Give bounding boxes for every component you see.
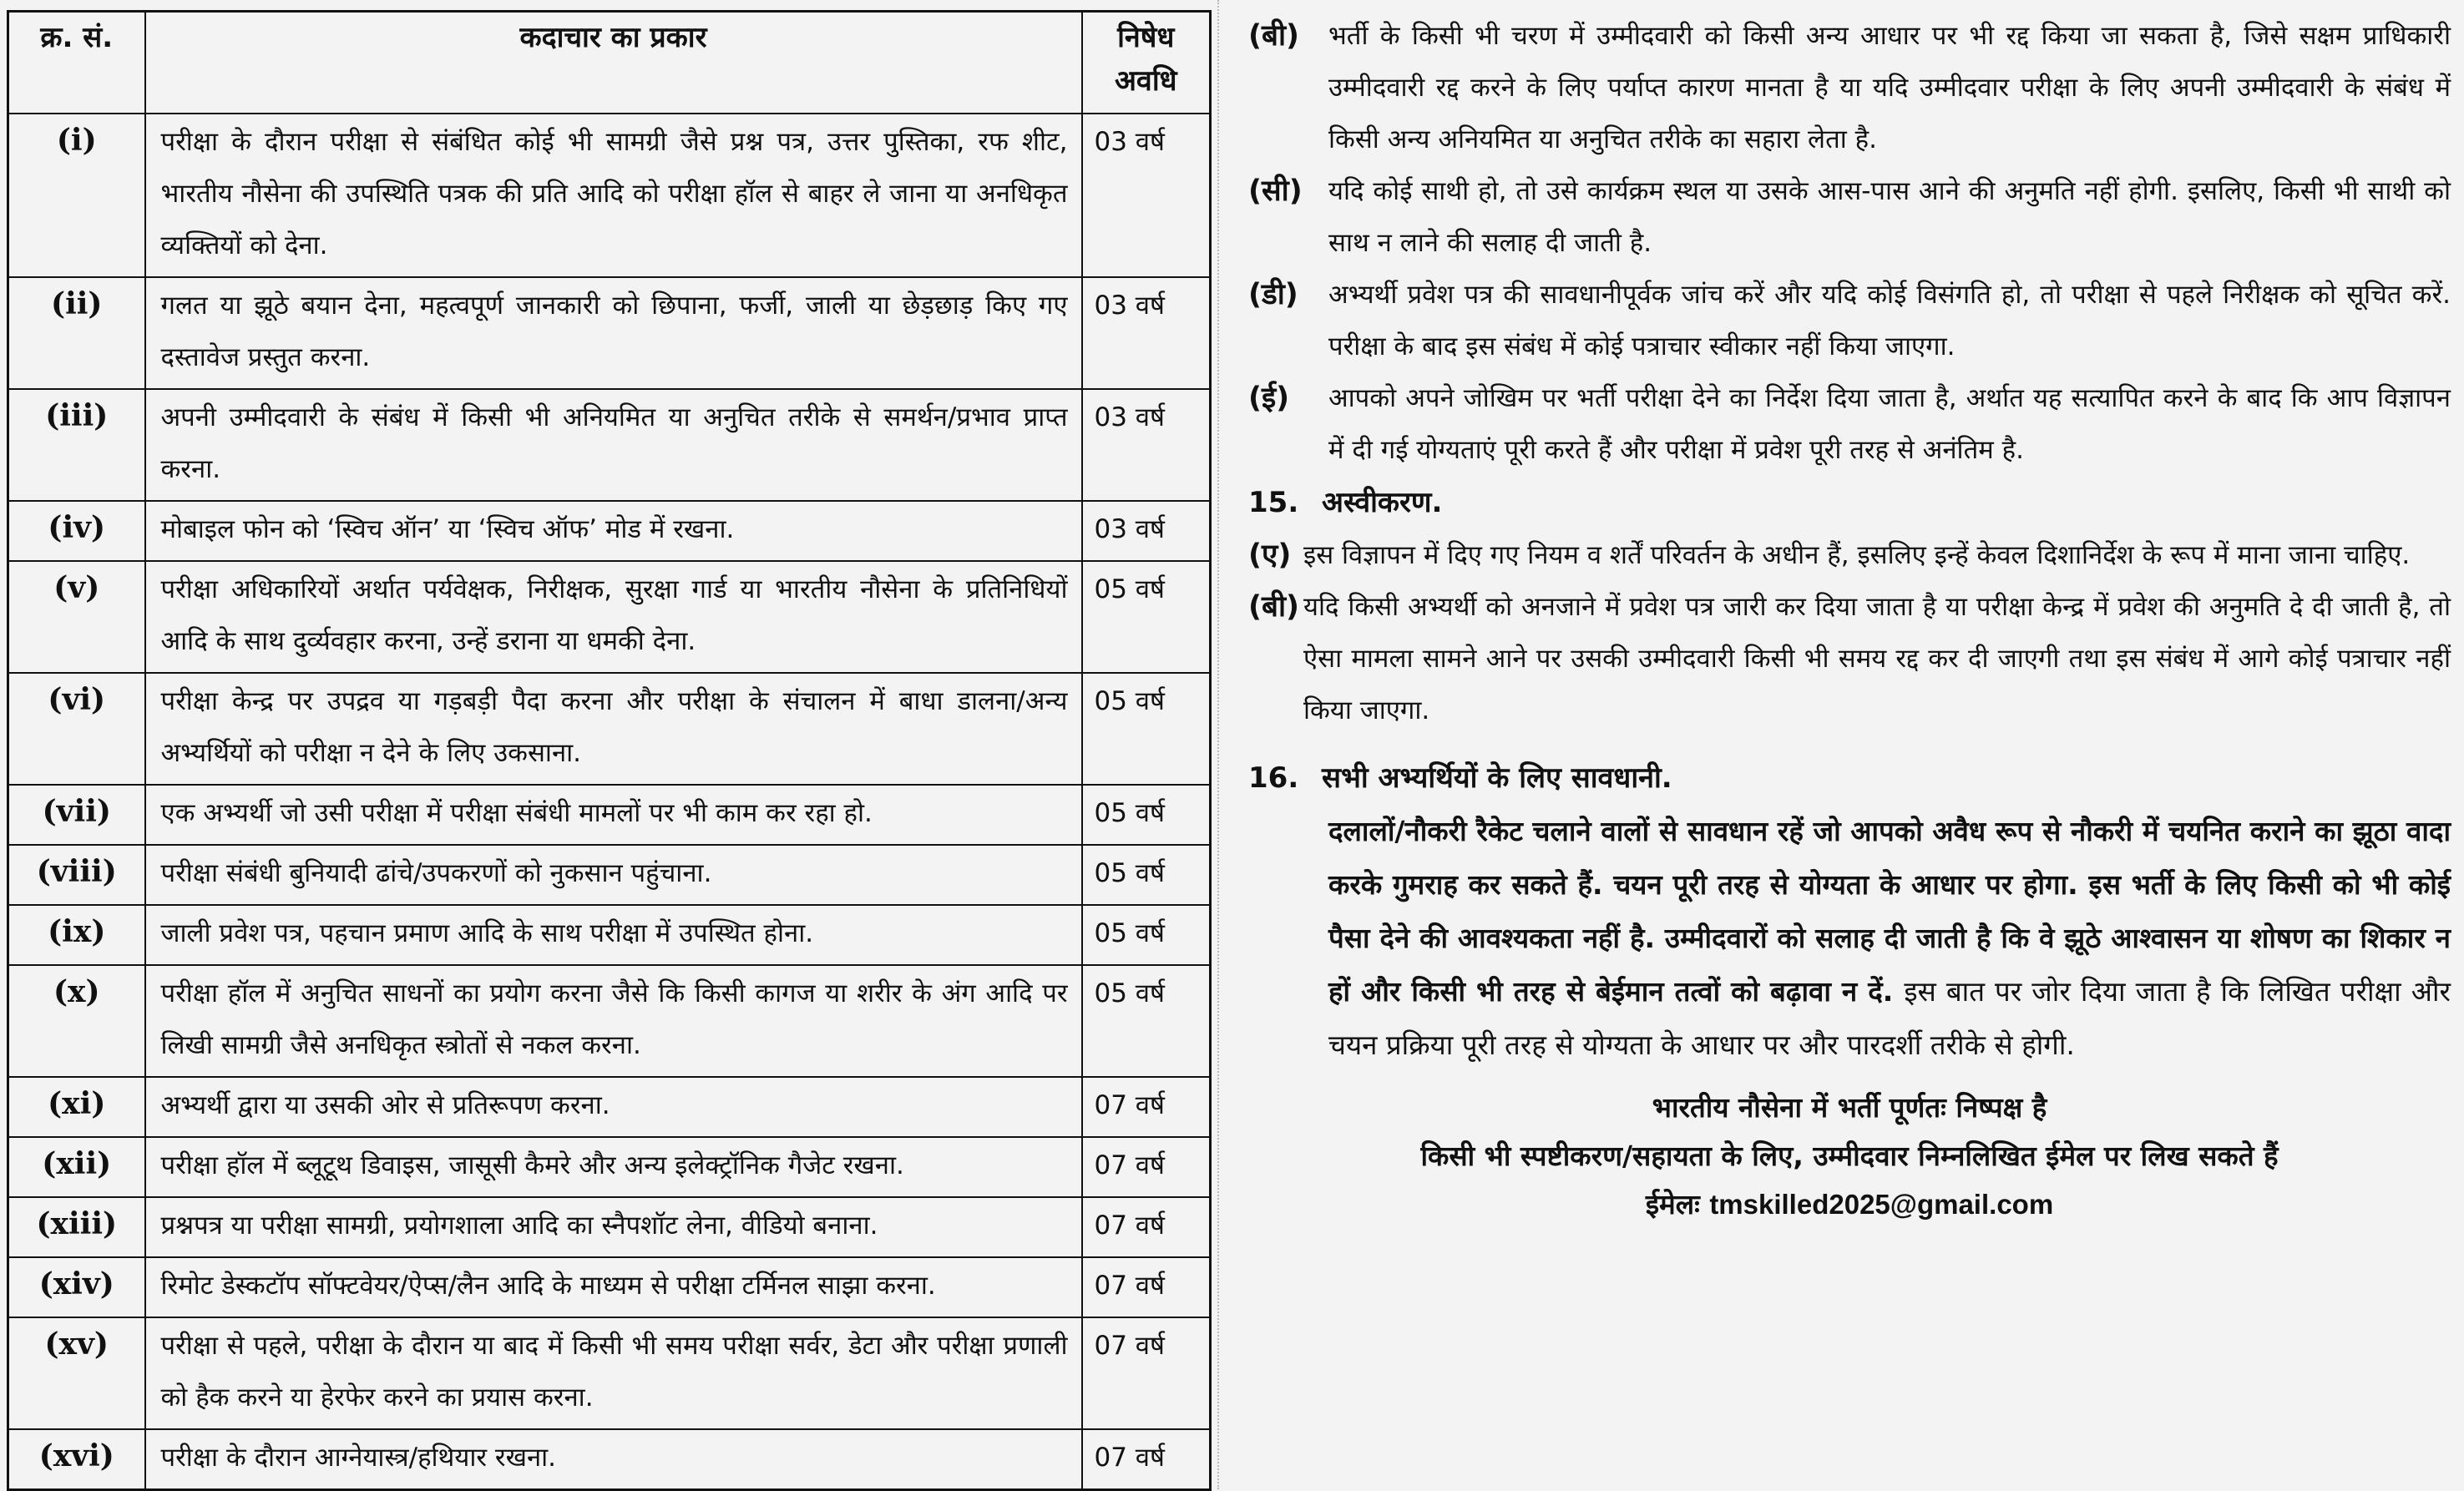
table-row	[8, 1317, 1211, 1429]
item-text: यदि कोई साथी हो, तो उसे कार्यक्रम स्थल या उसके आस-पास आने की अनुमति नहीं होगी. इसलिए, किसी भी साथी को साथ न लाने की सलाह दी जाती है.	[1328, 176, 2451, 258]
row-duration: 07 वर्ष	[1082, 1317, 1211, 1429]
row-misconduct-text: परीक्षा से पहले, परीक्षा के दौरान या बाद में किसी भी समय परीक्षा सर्वर, डेटा और परीक्षा प्रणाली को हैक करने या हेरफेर करने का प्रयास करना.	[145, 1317, 1082, 1429]
row-misconduct-text: परीक्षा केन्द्र पर उपद्रव या गड़बड़ी पैदा करना और परीक्षा के संचालन में बाधा डालना/अन्य अभ्यर्थियों को परीक्षा न देने के लिए उकसाना.	[145, 673, 1082, 785]
table-row	[8, 501, 1211, 561]
table-row	[8, 1197, 1211, 1257]
section-16-normal-text: इस बात पर जोर दिया जाता है कि लिखित परीक्षा और चयन प्रक्रिया पूरी तरह से योग्यता के आधार पर और पारदर्शी तरीके से होगी.	[1328, 975, 2451, 1061]
item-text: इस विज्ञापन में दिए गए नियम व शर्तें परिवर्तन के अधीन हैं, इसलिए इन्हें केवल दिशानिर्देश के रूप में माना जाना चाहिए.	[1303, 540, 2411, 570]
row-duration: 05 वर्ष	[1082, 673, 1211, 785]
table-row	[8, 673, 1211, 785]
row-sno: (x)	[8, 965, 145, 1077]
misconduct-table	[7, 10, 1212, 1491]
footer-email-line	[1248, 1180, 2451, 1229]
row-sno: (ii)	[8, 277, 145, 389]
row-misconduct-text: परीक्षा के दौरान परीक्षा से संबंधित कोई भी सामग्री जैसे प्रश्न पत्र, उत्तर पुस्तिका, रफ शीट, भारतीय नौसेना की उपस्थिति पत्रक की प्रति आदि को परीक्षा हॉल से बाहर ले जाना या अनधिकृत व्यक्तियों को देना.	[145, 114, 1082, 277]
header-sno: क्र. सं.	[8, 12, 145, 114]
section-16-heading	[1248, 751, 2451, 805]
misconduct-table-container	[7, 10, 1209, 1491]
section-16-number: 16.	[1248, 761, 1299, 795]
row-sno: (iii)	[8, 389, 145, 501]
email-label: ईमेलः	[1645, 1188, 1700, 1221]
table-row	[8, 114, 1211, 277]
row-duration: 05 वर्ष	[1082, 785, 1211, 845]
row-misconduct-text: अपनी उम्मीदवारी के संबंध में किसी भी अनियमित या अनुचित तरीके से समर्थन/प्रभाव प्राप्त करना.	[145, 389, 1082, 501]
row-sno: (ix)	[8, 905, 145, 965]
row-misconduct-text: प्रश्नपत्र या परीक्षा सामग्री, प्रयोगशाला आदि का स्नैपशॉट लेना, वीडियो बनाना.	[145, 1197, 1082, 1257]
row-misconduct-text: अभ्यर्थी द्वारा या उसकी ओर से प्रतिरूपण करना.	[145, 1077, 1082, 1137]
table-header-row	[8, 12, 1211, 114]
section-16-title: सभी अभ्यर्थियों के लिए सावधानी.	[1322, 761, 1672, 795]
row-misconduct-text: गलत या झूठे बयान देना, महत्वपूर्ण जानकारी को छिपाना, फर्जी, जाली या छेड़छाड़ किए गए दस्तावेज प्रस्तुत करना.	[145, 277, 1082, 389]
row-misconduct-text: परीक्षा हॉल में ब्लूटूथ डिवाइस, जासूसी कैमरे और अन्य इलेक्ट्रॉनिक गैजेट रखना.	[145, 1137, 1082, 1197]
row-misconduct-text: जाली प्रवेश पत्र, पहचान प्रमाण आदि के साथ परीक्षा में उपस्थित होना.	[145, 905, 1082, 965]
row-duration: 07 वर्ष	[1082, 1257, 1211, 1317]
column-divider	[1217, 0, 1219, 1489]
row-misconduct-text: परीक्षा संबंधी बुनियादी ढांचे/उपकरणों को नुकसान पहुंचाना.	[145, 845, 1082, 905]
row-duration: 03 वर्ष	[1082, 114, 1211, 277]
row-duration: 07 वर्ष	[1082, 1429, 1211, 1490]
row-duration: 05 वर्ष	[1082, 561, 1211, 673]
row-misconduct-text: मोबाइल फोन को ‘स्विच ऑन’ या ‘स्विच ऑफ’ मोड में रखना.	[145, 501, 1082, 561]
row-sno: (xvi)	[8, 1429, 145, 1490]
row-sno: (i)	[8, 114, 145, 277]
row-misconduct-text: एक अभ्यर्थी जो उसी परीक्षा में परीक्षा संबंधी मामलों पर भी काम कर रहा हो.	[145, 785, 1082, 845]
row-sno: (xi)	[8, 1077, 145, 1137]
row-duration: 07 वर्ष	[1082, 1077, 1211, 1137]
footer	[1248, 1084, 2451, 1229]
item-text: भर्ती के किसी भी चरण में उम्मीदवारी को किसी अन्य आधार पर भी रद्द किया जा सकता है, जिसे सक्षम प्राधिकारी उम्मीदवारी रद्द करने के लिए पर्याप्त कारण मानता है या यदि उम्मीदवार परीक्षा के लिए अपनी उम्मीदवारी के संबंध में किसी अन्य अनियमित या अनुचित तरीके का सहारा लेता है.	[1328, 21, 2451, 154]
table-row	[8, 389, 1211, 501]
table-row	[8, 1257, 1211, 1317]
row-misconduct-text: परीक्षा हॉल में अनुचित साधनों का प्रयोग करना जैसे कि किसी कागज या शरीर के अंग आदि पर लिखी सामग्री जैसे अनधिकृत स्त्रोतों से नकल करना.	[145, 965, 1082, 1077]
row-sno: (xiv)	[8, 1257, 145, 1317]
footer-line-2: किसी भी स्पष्टीकरण/सहायता के लिए, उम्मीदवार निम्नलिखित ईमेल पर लिख सकते हैं	[1420, 1140, 2279, 1172]
table-row	[8, 785, 1211, 845]
row-duration: 03 वर्ष	[1082, 501, 1211, 561]
footer-line-1: भारतीय नौसेना में भर्ती पूर्णतः निष्पक्ष है	[1652, 1091, 2047, 1124]
row-misconduct-text: रिमोट डेस्कटॉप सॉफ्टवेयर/ऐप्स/लैन आदि के माध्यम से परीक्षा टर्मिनल साझा करना.	[145, 1257, 1082, 1317]
list-item	[1248, 165, 2451, 269]
list-item	[1248, 529, 2451, 581]
section-16-bold-text: दलालों/नौकरी रैकेट चलाने वालों से सावधान रहें जो आपको अवैध रूप से नौकरी में चयनित कराने का झूठा वादा करके गुमराह कर सकते हैं. चयन पूरी तरह से योग्यता के आधार पर होगा. इस भर्ती के लिए किसी को भी कोई पैसा देने की आवश्यकता नहीं है. उम्मीदवारों को सलाह दी जाती है कि वे झूठे आश्वासन या शोषण का शिकार न हों और किसी भी तरह से बेईमान तत्वों को बढ़ावा न दें.	[1328, 815, 2451, 1008]
item-text: अभ्यर्थी प्रवेश पत्र की सावधानीपूर्वक जांच करें और यदि कोई विसंगति हो, तो परीक्षा से पहले निरीक्षक को सूचित करें. परीक्षा के बाद इस संबंध में कोई पत्राचार स्वीकार नहीं किया जाएगा.	[1328, 280, 2451, 361]
row-duration: 07 वर्ष	[1082, 1197, 1211, 1257]
row-sno: (viii)	[8, 845, 145, 905]
table-row	[8, 1429, 1211, 1490]
section-15-title: अस्वीकरण.	[1322, 486, 1443, 519]
section-15-heading	[1248, 476, 2451, 529]
row-sno: (vii)	[8, 785, 145, 845]
row-sno: (xv)	[8, 1317, 145, 1429]
right-column	[1248, 10, 2451, 1229]
row-duration: 05 वर्ष	[1082, 845, 1211, 905]
table-row	[8, 845, 1211, 905]
item-label: (ए)	[1248, 538, 1292, 572]
item-text: यदि किसी अभ्यर्थी को अनजाने में प्रवेश पत्र जारी कर दिया जाता है या परीक्षा केन्द्र में प्रवेश की अनुमति दे दी जाती है, तो ऐसा मामला सामने आने पर उसकी उम्मीदवारी किसी भी समय रद्द कर दी जाएगी तथा इस संबंध में आगे कोई पत्राचार नहीं किया जाएगा.	[1303, 592, 2451, 725]
row-sno: (xiii)	[8, 1197, 145, 1257]
item-text: आपको अपने जोखिम पर भर्ती परीक्षा देने का निर्देश दिया जाता है, अर्थात यह सत्यापित करने के बाद कि आप विज्ञापन में दी गई योग्यताएं पूरी करते हैं और परीक्षा में प्रवेश पूरी तरह से अनंतिम है.	[1328, 383, 2451, 465]
table-row	[8, 1137, 1211, 1197]
header-misconduct-type: कदाचार का प्रकार	[145, 12, 1082, 114]
section-15-number: 15.	[1248, 486, 1299, 519]
item-label: (बी)	[1248, 19, 1300, 53]
list-item	[1248, 269, 2451, 372]
row-duration: 05 वर्ष	[1082, 965, 1211, 1077]
row-duration: 05 वर्ष	[1082, 905, 1211, 965]
list-item	[1248, 10, 2451, 165]
item-label: (सी)	[1248, 174, 1303, 208]
section-14-items	[1248, 10, 2451, 476]
table-row	[8, 561, 1211, 673]
item-label: (बी)	[1248, 590, 1300, 624]
section-15-items	[1248, 529, 2451, 736]
row-duration: 07 वर्ष	[1082, 1137, 1211, 1197]
item-label: (ई)	[1248, 382, 1290, 415]
table-row	[8, 277, 1211, 389]
section-16-text	[1328, 805, 2451, 1072]
list-item	[1248, 372, 2451, 476]
item-label: (डी)	[1248, 278, 1298, 311]
table-row	[8, 905, 1211, 965]
table-row	[8, 1077, 1211, 1137]
email-address[interactable]: tmskilled2025@gmail.com	[1709, 1189, 2054, 1220]
row-duration: 03 वर्ष	[1082, 277, 1211, 389]
row-sno: (iv)	[8, 501, 145, 561]
row-duration: 03 वर्ष	[1082, 389, 1211, 501]
row-sno: (xii)	[8, 1137, 145, 1197]
row-misconduct-text: परीक्षा अधिकारियों अर्थात पर्यवेक्षक, निरीक्षक, सुरक्षा गार्ड या भारतीय नौसेना के प्रतिनिधियों आदि के साथ दुर्व्यवहार करना, उन्हें डराना या धमकी देना.	[145, 561, 1082, 673]
row-sno: (vi)	[8, 673, 145, 785]
row-sno: (v)	[8, 561, 145, 673]
table-row	[8, 965, 1211, 1077]
row-misconduct-text: परीक्षा के दौरान आग्नेयास्त्र/हथियार रखना.	[145, 1429, 1082, 1490]
header-duration: निषेध अवधि	[1082, 12, 1211, 114]
list-item	[1248, 581, 2451, 736]
